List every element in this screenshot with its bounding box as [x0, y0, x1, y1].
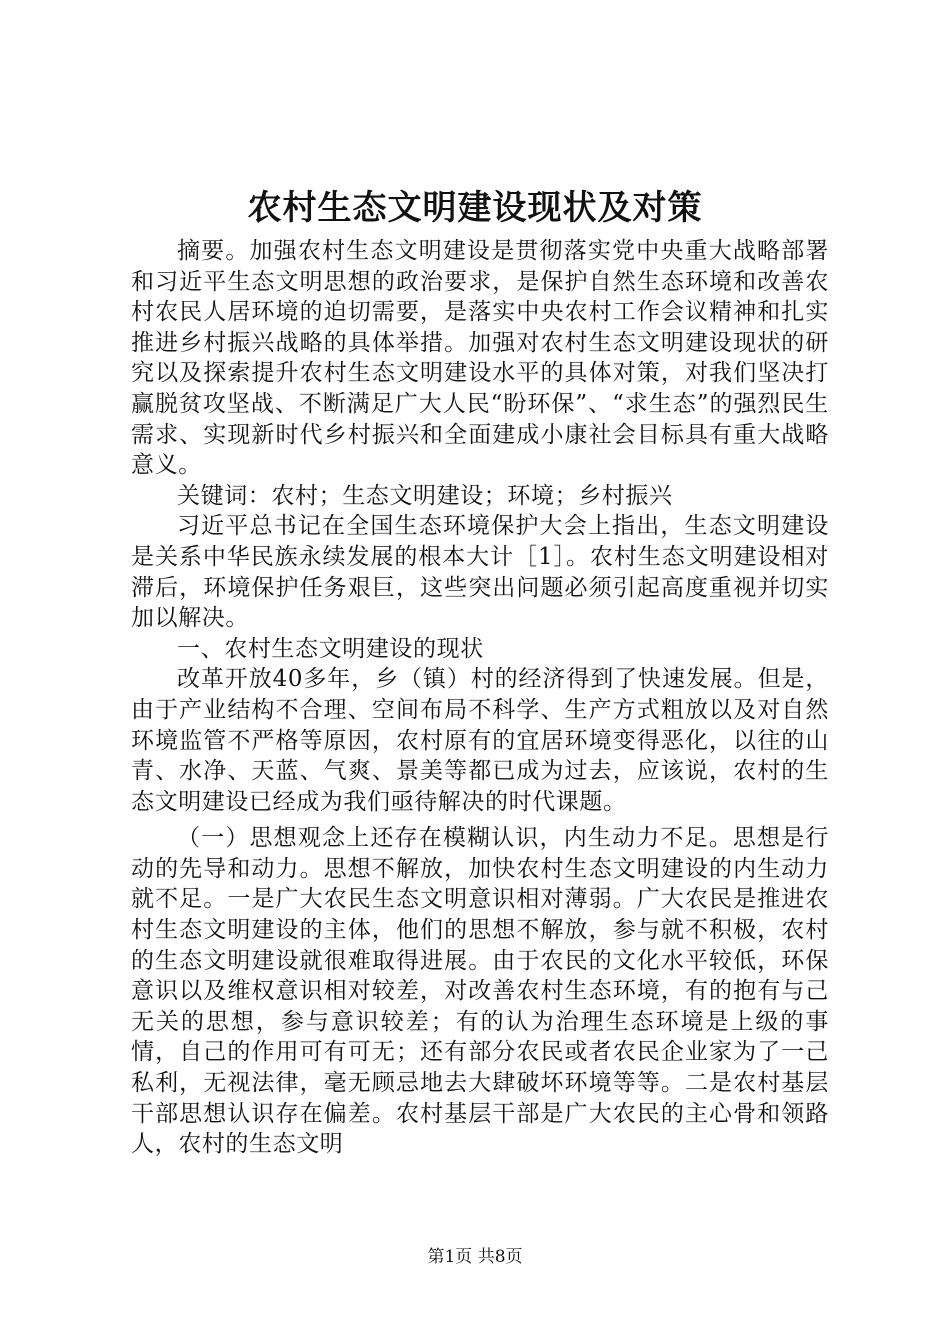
intro-paragraph: 习近平总书记在全国生态环境保护大会上指出，生态文明建设是关系中华民族永续发展的根本大计［1］。农村生态文明建设相对滞后，环境保护任务艰巨，这些突出问题必须引起高度重视并切实加以解决。: [131, 513, 829, 632]
body-paragraph: 改革开放40多年，乡（镇）村的经济得到了快速发展。但是，由于产业结构不合理、空间布局不科学、生产方式粗放以及对自然环境监管不严格等原因，农村原有的宜居环境变得恶化，以往的山青、水净、天蓝、气爽、景美等都已成为过去，应该说，农村的生态文明建设已经成为我们亟待解决的时代课题。: [131, 666, 829, 815]
abstract-paragraph: 摘要。加强农村生态文明建设是贯彻落实党中央重大战略部署和习近平生态文明思想的政治要求，是保护自然生态环境和改善农村农民人居环境的迫切需要，是落实中央农村工作会议精神和扎实推进乡村振兴战略的具体举措。加强对农村生态文明建设现状的研究以及探索提升农村生态文明建设水平的具体对策，对我们坚决打赢脱贫攻坚战、不断满足广大人民“盼环保”、“求生态”的强烈民生需求、实现新时代乡村振兴和全面建成小康社会目标具有重大战略意义。: [131, 238, 829, 479]
section-heading: 一、农村生态文明建设的现状: [177, 635, 484, 662]
keywords-paragraph: 关键词：农村；生态文明建设；环境；乡村振兴: [177, 482, 673, 509]
document-title: 农村生态文明建设现状及对策: [247, 188, 703, 228]
body-paragraph: （一）思想观念上还存在模糊认识，内生动力不足。思想是行动的先导和动力。思想不解放，加快农村生态文明建设的内生动力就不足。一是广大农民生态文明意识相对薄弱。广大农民是推进农村生态文明建设的主体，他们的思想不解放，参与就不积极，农村的生态文明建设就很难取得进展。由于农民的文化水平较低，环保意识以及维权意识相对较差，对改善农村生态环境，有的抱有与己无关的思想，参与意识较差；有的认为治理生态环境是上级的事情，自己的作用可有可无；还有部分农民或者农民企业家为了一己私利，无视法律，毫无顾忌地去大肆破坏环境等等。二是农村基层干部思想认识存在偏差。农村基层干部是广大农民的主心骨和领路人，农村的生态文明: [131, 825, 829, 1158]
document-body: [131, 236, 829, 1160]
page-footer: 第1页 共8页: [427, 1247, 523, 1267]
